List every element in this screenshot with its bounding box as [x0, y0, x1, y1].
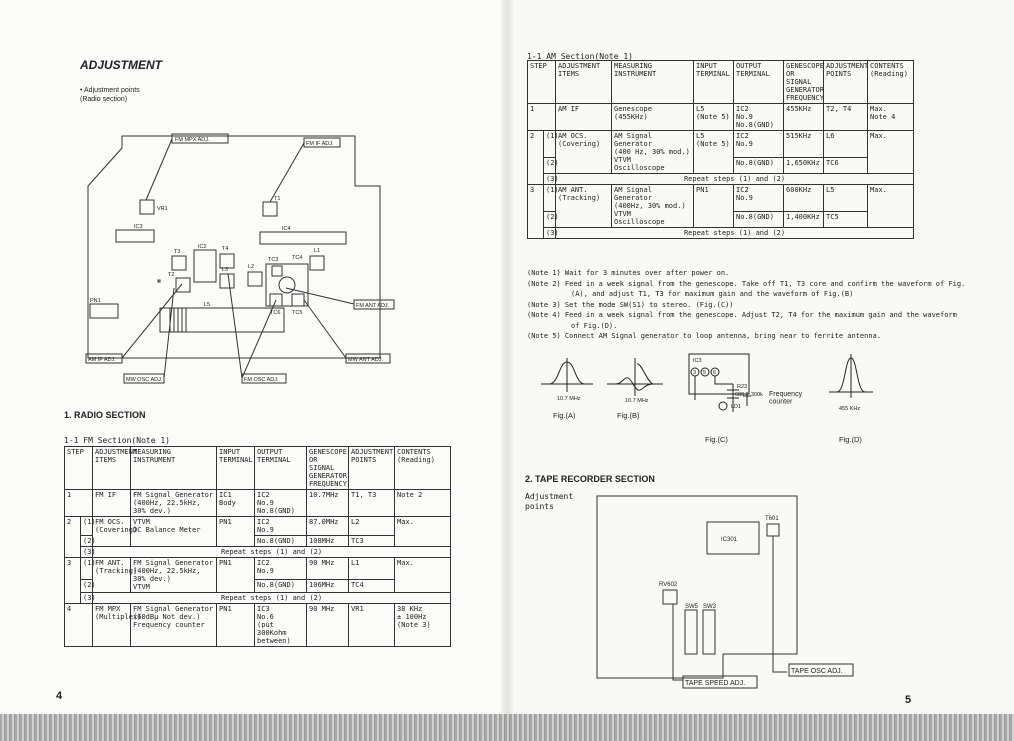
right-page	[507, 0, 1014, 741]
cell-step: 3	[65, 558, 81, 604]
fig-d-waveform	[829, 354, 873, 398]
cell-item: FM MPX (Multiplex)	[93, 604, 131, 647]
col-input: INPUT TERMINAL	[217, 447, 255, 490]
cell-substep: (1)	[81, 517, 93, 536]
table-row	[65, 517, 451, 536]
table-row	[65, 593, 451, 604]
cell-instrument: FM Signal Generator (60dBμ Not dev.) Frequency counter	[131, 604, 217, 647]
label-fm-mpx-adj: FM MPX ADJ.	[175, 137, 210, 143]
cell-substep: (1)	[544, 185, 556, 212]
am-adjustment-table	[527, 60, 914, 239]
fig-c-300k: 300k	[751, 392, 763, 398]
label-vr1: VR1	[157, 206, 168, 212]
col-points: ADJUSTMENT POINTS	[824, 61, 868, 104]
table-row	[528, 174, 914, 185]
fig-d-caption: Fig.(D)	[839, 435, 862, 444]
col-frequency: GENESCOPE OR SIGNAL GENERATOR FREQUENCY	[307, 447, 349, 490]
page-number-right: 5	[905, 694, 912, 706]
label-t4: T4	[222, 246, 229, 252]
cell-output: IC2 No.9	[734, 131, 784, 158]
cell-substep: (2)	[544, 158, 556, 174]
col-instrument: MEASURING INSTRUMENT	[612, 61, 694, 104]
cell-item: AM IF	[556, 104, 612, 131]
tape-adjustment-points: Adjustment points	[525, 492, 574, 511]
book-spine	[501, 0, 513, 741]
label-fm-ant-adj: FM ANT ADJ.	[356, 303, 390, 309]
cell-instrument: FM Signal Generator (400Hz, 22.5kHz, 30% dev.)	[131, 490, 217, 517]
cell-frequency: 1,650KHz	[784, 158, 824, 174]
cell-step: 4	[65, 604, 93, 647]
cell-output: IC2 No.9 No.8(GND)	[734, 104, 784, 131]
radio-section-title: 1. RADIO SECTION	[64, 410, 146, 420]
note-2: (Note 2) Feed in a week signal from the genescope. Take off T1, T3 core and confirm the waveform of Fig.(A), and adjust T1, T3 for maximum gain and the waveform of Fig.(B)	[527, 279, 966, 298]
fig-b-freq: 10.7 MHz	[625, 398, 649, 404]
cell-input: L5 (Note 5)	[694, 131, 734, 174]
cell-input: PN1	[217, 604, 255, 647]
label-rv602: RV602	[659, 582, 678, 588]
cell-input: PN1	[694, 185, 734, 228]
cell-content: Note 2	[395, 490, 451, 517]
fm-adjustment-table	[64, 446, 451, 647]
cell-item: AM OCS. (Covering)	[556, 131, 612, 174]
note-5: (Note 5) Connect AM Signal generator to loop antenna, bring near to ferrite antenna.	[527, 332, 882, 340]
label-tc4: TC4	[292, 255, 303, 261]
cell-substep: (3)	[81, 593, 93, 604]
cell-point: L5	[824, 185, 868, 212]
speed-leader	[673, 604, 683, 680]
cell-input: PN1	[217, 558, 255, 593]
table-row	[528, 185, 914, 212]
scan-bottom-edge	[0, 714, 1014, 741]
cell-item: AM ANT. (Tracking)	[556, 185, 612, 228]
table-row	[65, 558, 451, 580]
cell-output: IC2 No.9 No.8(GND)	[255, 490, 307, 517]
label-sw5: SW5	[685, 604, 699, 610]
fig-b-waveform	[607, 358, 663, 396]
cell-input: PN1	[217, 517, 255, 547]
fig-c-freq-counter: Frequency counter	[769, 391, 803, 406]
cell-frequency: 90 MHz	[307, 558, 349, 580]
cell-output: No.8(GND)	[255, 536, 307, 547]
label-t1: T1	[274, 196, 281, 202]
radio-board-diagram	[60, 128, 420, 388]
cell-content: Max. Note 4	[868, 104, 914, 131]
label-fm-if-adj: FM IF ADJ.	[306, 141, 334, 147]
table-row	[65, 490, 451, 517]
label-pn1: PN1	[90, 298, 101, 304]
label-l3: L3	[222, 267, 229, 273]
cell-substep: (2)	[81, 580, 93, 593]
label-l2: L2	[248, 264, 255, 270]
fm-table-caption: 1-1 FM Section(Note 1)	[64, 436, 170, 445]
cell-point: TC4	[349, 580, 395, 593]
label-tc5: TC5	[292, 310, 303, 316]
cell-frequency: 108MHz	[307, 536, 349, 547]
fig-a-caption: Fig.(A)	[553, 411, 576, 420]
col-instrument: MEASURING INSTRUMENT	[131, 447, 217, 490]
label-ic2: IC2	[198, 244, 207, 250]
label-tc3: TC3	[268, 257, 279, 263]
cell-substep: (3)	[544, 174, 556, 185]
cell-output: No.8(GND)	[734, 212, 784, 228]
cell-substep: (2)	[544, 212, 556, 228]
cell-output: IC2 No.9	[255, 517, 307, 536]
col-items: ADJUSTMENT ITEMS	[556, 61, 612, 104]
cell-repeat: Repeat steps (1) and (2)	[93, 593, 451, 604]
cell-instrument: Genescope (455KHz)	[612, 104, 694, 131]
cell-instrument: AM Signal Generator (400Hz, 30% mod.) VTVM Oscilloscope	[612, 185, 694, 228]
label-t3: T3	[174, 249, 181, 255]
cell-content: Max.	[395, 558, 451, 593]
cell-point: L2	[349, 517, 395, 536]
cell-instrument: FM Signal Generator (400Hz, 22.5kHz, 30% dev.) VTVM	[131, 558, 217, 593]
label-am-if-adj: AM IF ADJ.	[88, 357, 116, 363]
cell-point: L1	[349, 558, 395, 580]
cell-frequency: 600KHz	[784, 185, 824, 212]
cell-input: IC1 Body	[217, 490, 255, 517]
cell-content: Max.	[868, 185, 914, 228]
cell-point: TC5	[824, 212, 868, 228]
table-row	[65, 604, 451, 647]
sw5-switch	[685, 610, 697, 654]
tape-section-title: 2. TAPE RECORDER SECTION	[525, 474, 655, 484]
cell-repeat: Repeat steps (1) and (2)	[556, 174, 914, 185]
cell-frequency: 106MHz	[307, 580, 349, 593]
adjustment-title: ADJUSTMENT	[80, 58, 163, 72]
cell-item: FM ANT. (Tracking)	[93, 558, 131, 593]
label-tape-speed-adj: TAPE SPEED ADJ.	[685, 680, 746, 687]
fig-c-ld1: LD1	[731, 404, 742, 410]
cell-step: 2	[528, 131, 544, 185]
cell-point: TC3	[349, 536, 395, 547]
note-4: (Note 4) Feed in a week signal from the genescope. Adjust T2, T4 for the maximum gain and the waveform of Fig.(D).	[527, 311, 957, 330]
label-mw-ant-adj: MW ANT ADJ.	[348, 357, 384, 363]
cell-output: IC2 No.9	[734, 185, 784, 212]
cell-frequency: 90 MHz	[307, 604, 349, 647]
fig-d-freq: 455 KHz	[839, 406, 861, 412]
label-ic301: IC301	[721, 537, 738, 543]
label-tc6: TC6	[270, 310, 281, 316]
tape-board-diagram	[587, 488, 927, 694]
cell-substep: (1)	[81, 558, 93, 580]
cell-substep: (1)	[544, 131, 556, 158]
col-points: ADJUSTMENT POINTS	[349, 447, 395, 490]
fig-a-waveform	[541, 358, 593, 392]
fig-a-freq: 10.7 MHz	[557, 396, 581, 402]
label-t2: T2	[168, 272, 175, 278]
col-frequency: GENESCOPE OR SIGNAL GENERATOR FREQUENCY	[784, 61, 824, 104]
label-ic4: IC4	[282, 226, 291, 232]
table-row	[528, 228, 914, 239]
waveform-figures	[537, 352, 937, 448]
cell-output: No.8(GND)	[734, 158, 784, 174]
col-step: STEP	[528, 61, 556, 104]
cell-point: VR1	[349, 604, 395, 647]
cell-instrument: AM Signal Generator (400 Hz, 30% mod.) VTVM Oscilloscope	[612, 131, 694, 174]
col-items: ADJUSTMENT ITEMS	[93, 447, 131, 490]
table-header-row	[65, 447, 451, 490]
fig-c-caption: Fig.(C)	[705, 435, 728, 444]
cell-content: Max.	[395, 517, 451, 547]
label-mw-osc-adj: MW OSC ADJ.	[126, 377, 163, 383]
cell-input: L5 (Note 5)	[694, 104, 734, 131]
cell-point: TC6	[824, 158, 868, 174]
cell-item: FM OCS. (Covering)	[93, 517, 131, 547]
fig-c-pin-3: 3	[693, 370, 697, 376]
cell-repeat: Repeat steps (1) and (2)	[556, 228, 914, 239]
cell-substep: (3)	[81, 547, 93, 558]
label-l5: L5	[204, 302, 211, 308]
cell-frequency: 1,400KHz	[784, 212, 824, 228]
col-contents: CONTENTS (Reading)	[868, 61, 914, 104]
cell-instrument: VTVM DC Balance Meter	[131, 517, 217, 547]
cell-frequency: 10.7MHz	[307, 490, 349, 517]
cell-substep: (3)	[544, 228, 556, 239]
fig-c-ic-label: IC3	[693, 358, 702, 364]
note-3: (Note 3) Set the mode SW(S1) to stereo. (Fig.(C))	[527, 300, 734, 309]
t601-coil	[767, 524, 779, 536]
cell-point: T1, T3	[349, 490, 395, 517]
col-step: STEP	[65, 447, 93, 490]
table-row	[65, 547, 451, 558]
adjustment-points-caption: • Adjustment points (Radio section)	[80, 87, 140, 103]
cell-step: 3	[528, 185, 544, 239]
cell-step: 1	[528, 104, 556, 131]
notes-block	[527, 268, 967, 342]
fig-c-r23: R23	[737, 384, 748, 390]
fig-c-680: 680	[735, 392, 745, 398]
label-tape-osc-adj: TAPE OSC ADJ.	[791, 668, 843, 675]
cell-content: Max.	[868, 131, 914, 174]
table-row	[528, 104, 914, 131]
label-sw3: SW3	[703, 604, 717, 610]
note-1: (Note 1) Wait for 3 minutes over after power on.	[527, 269, 730, 277]
cell-substep: (2)	[81, 536, 93, 547]
cell-output: No.8(GND)	[255, 580, 307, 593]
rv602-pot	[663, 590, 677, 604]
table-row	[528, 131, 914, 158]
fig-c-led	[719, 402, 727, 410]
cell-step: 2	[65, 517, 81, 558]
label-ic3: IC3	[134, 224, 143, 230]
table-header-row	[528, 61, 914, 104]
am-table-caption: 1-1 AM Section(Note 1)	[527, 52, 633, 61]
col-input: INPUT TERMINAL	[694, 61, 734, 104]
label-t601: T601	[765, 516, 779, 522]
cell-item: FM IF	[93, 490, 131, 517]
label-l1: L1	[314, 248, 321, 254]
fig-b-caption: Fig.(B)	[617, 411, 640, 420]
cell-frequency: 515KHz	[784, 131, 824, 158]
col-output: OUTPUT TERMINAL	[734, 61, 784, 104]
cell-step: 1	[65, 490, 93, 517]
col-contents: CONTENTS (Reading)	[395, 447, 451, 490]
cell-point: T2, T4	[824, 104, 868, 131]
cell-content: 38 KHz ± 100Hz (Note 3)	[395, 604, 451, 647]
label-fm-osc-adj: FM OSC ADJ.	[244, 377, 279, 383]
fig-c-pin-6: 6	[713, 370, 717, 376]
cell-frequency: 87.0MHz	[307, 517, 349, 536]
cell-repeat: Repeat steps (1) and (2)	[93, 547, 451, 558]
col-output: OUTPUT TERMINAL	[255, 447, 307, 490]
cell-output: IC2 No.9	[255, 558, 307, 580]
cell-output: IC3 No.6 (put 300Kohm between)	[255, 604, 307, 647]
cell-frequency: 455KHz	[784, 104, 824, 131]
cell-point: L6	[824, 131, 868, 158]
fig-c-pin-5: 5	[703, 370, 707, 376]
osc-leader	[773, 536, 787, 672]
page-number-left: 4	[56, 690, 63, 702]
sw3-switch	[703, 610, 715, 654]
